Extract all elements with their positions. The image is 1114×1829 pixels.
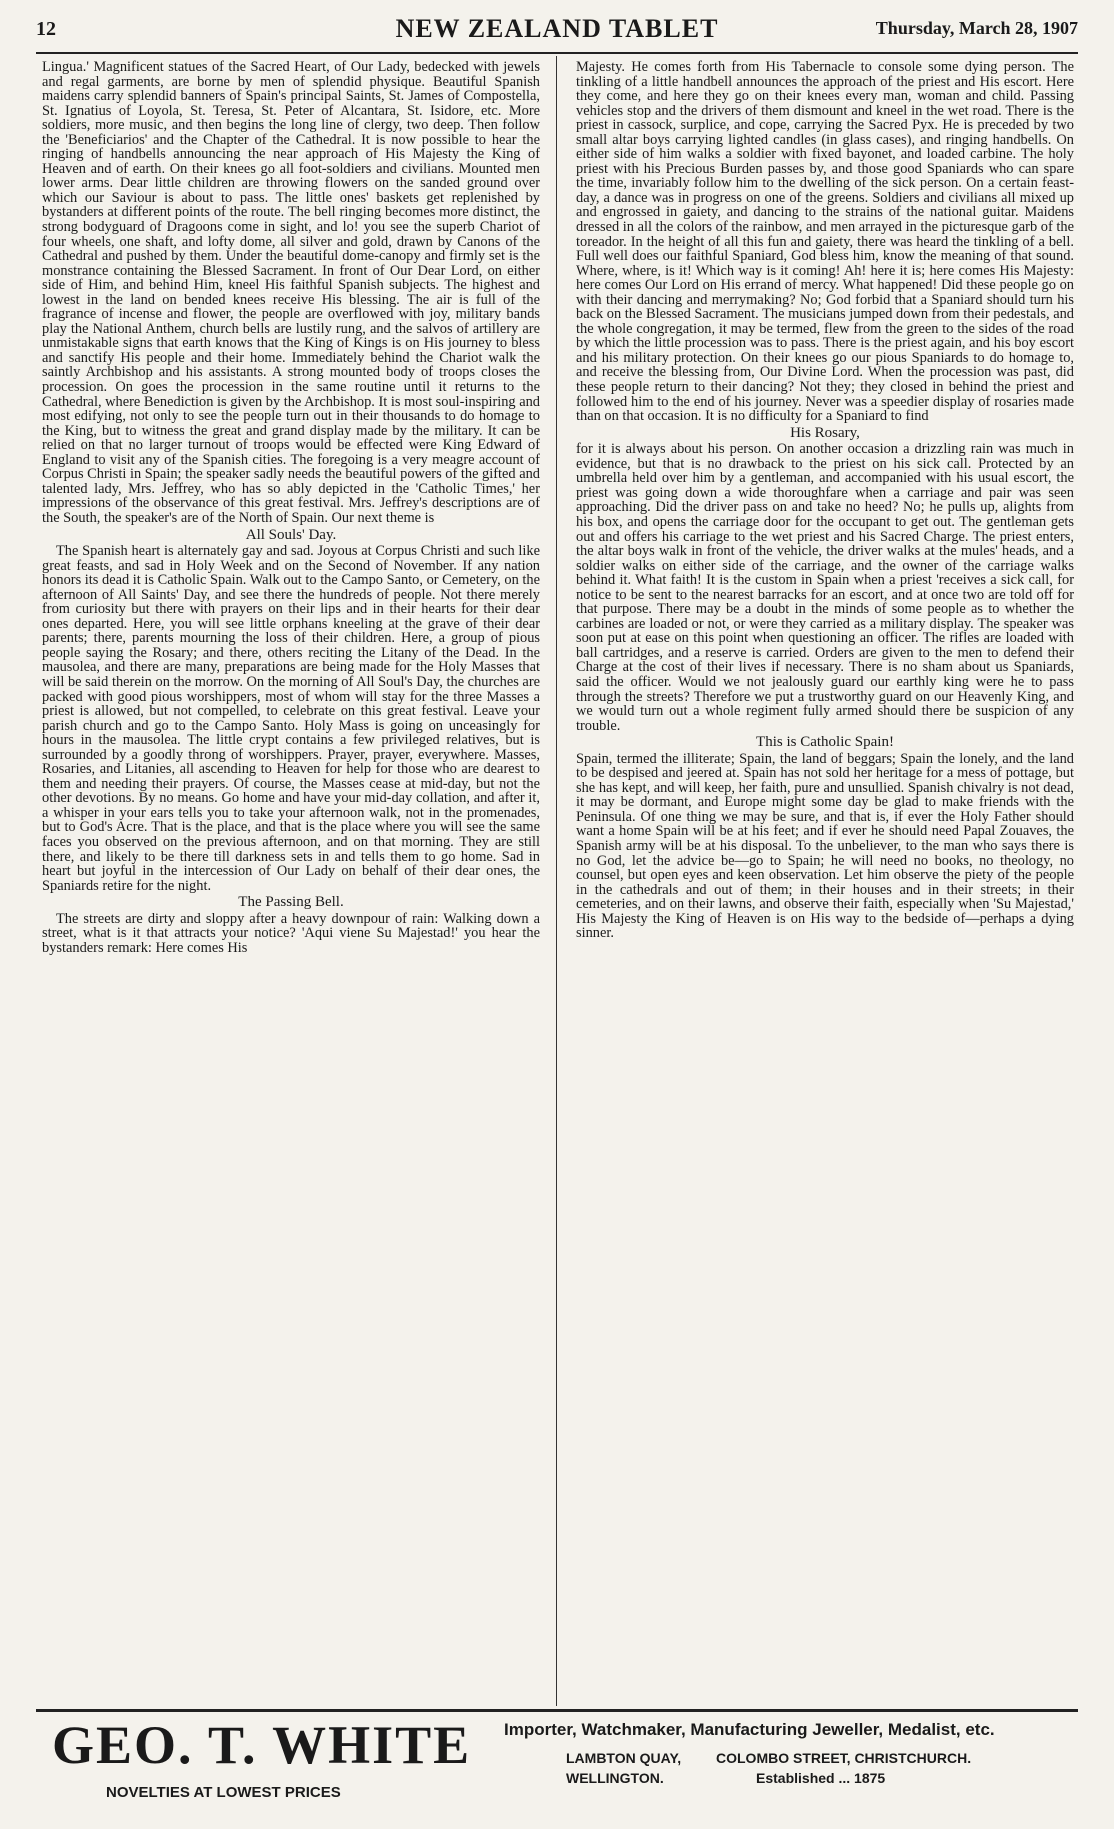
article-paragraph: The Spanish heart is alternately gay and sad. Joyous at Corpus Christi and such like great feasts, and sad in Holy Week and on the Second of November. If any nation honors its dead it is Catholic Spain. Walk out to the Campo Santo, or Cemetery, on the afternoon of All Saints' Day, and see there the hundreds of people. Not there merely from curiosity but there with prayers on their lips and in their hearts for their dear ones departed. Here, you will see little orphans kneeling at the grave of their dear parents; there, parents mourning the loss of their children. Here, a group of pious people saying the Rosary; and there, others reciting the Litany of the Dead. In the mausolea, and there are many, preparations are being made for the Holy Masses that will be said therein on the morrow. On the morning of All Soul's Day, the churches are packed with good pious worshippers, most of whom will stay for the three Masses a priest is allowed, but not compelled, to celebrate on this great festival. Leave your parish church and go to the Campo Santo. Holy Mass is going on unceasingly for hours in the mausolea. The little crypt contains a few privileged relatives, but is surrounded by a goodly throng of worshippers. Prayer, prayer, everywhere. Masses, Rosaries, and Litanies, all ascending to Heaven for help for those who are dearest to them and needing their prayers. Of course, the Masses cease at mid-day, but not the other devotions. By no means. Go home and have your mid-day collation, and after it, a whisper in your ears tells you to take your afternoon walk, not in the promenades, but to God's Acre. That is the place, and that is the place where you will see the same faces you observed on the previous afternoon, and on that morning. They are still there, and likely to be there till darkness sets in and tells them to go home. Sad in heart but joyful in the intercession of Our Lady on behalf of their dear ones, the Spaniards retire for the night. [42, 543, 540, 894]
address-lambton: LAMBTON QUAY, [566, 1750, 682, 1766]
advert-rule [36, 1709, 1078, 1712]
article-paragraph: Majesty. He comes forth from His Tabernacle to console some dying person. The tinkling of a little handbell announces the approach of the priest and His escort. Here they come, and here they go on their knees every man, woman and child. Passing vehicles stop and the drivers of them dismount and kneel in the wet road. There is the priest in cassock, surplice, and cope, carrying the Sacred Pyx. He is preceded by two small altar boys carrying lighted candles (in glass cases), and ringing handbells. On either side of him walks a soldier with fixed bayonet, and loaded carbine. The holy priest with his Precious Burden passes by, and those good Spaniards who can spare the time, invariably follow him to the dwelling of the sick person. On a certain feast-day, a dance was in progress on one of the greens. Soldiers and civilians all mixed up and engrossed in gaiety, and dancing to the strains of the national guitar. Maidens dressed in all the colors of the rainbow, and men arrayed in the picturesque garb of the toreador. In the height of all this fun and gaiety, there was heard the tinkling of a bell. Full well does our faithful Spaniard, God bless him, know the meaning of that sound. Where, where, is it! Which way is it coming! Ah! here it is; here comes His Majesty: here comes Our Lord on His errand of mercy. What happened! Did these people go on with their dancing and merrymaking? No; God forbid that a Spaniard should turn his back on the Blessed Sacrament. The musicians jumped down from their pedestals, and the whole congregation, it may be termed, flew from the green to the sides of the road by which the little procession was to pass. There is the priest again, and his boy escort and his military protection. On their knees go our pious Spaniards to do homage to, and receive the blessing from, Our Divine Lord. When the procession was past, did these people return to their dancing? Not they; they closed in behind the priest and followed him to the end of his journey. Never was a speedier display of rosaries made than on that occasion. It is no difficulty for a Spaniard to find [576, 60, 1074, 425]
right-column [576, 60, 1074, 1706]
page-header [36, 14, 1078, 48]
advertiser-address-line [566, 1750, 972, 1766]
section-heading: The Passing Bell. [238, 894, 344, 911]
article-paragraph: for it is always about his person. On another occasion a drizzling rain was much in evidence, but that is no drawback to the priest on his sick call. Protected by an umbrella held over him by a gentleman, and accompanied with his usual escort, the priest was going down a wide thoroughfare when a carriage and pair was seen approaching. Did the driver pass on and take no heed? No; he pulls up, alights from his box, and opens the carriage door for the occupant to get out. The gentleman gets out and offers his carriage to the wet priest and his Sacred Charge. The priest enters, the altar boys walk in front of the vehicle, the driver walks at the mules' heads, and a soldier walks on either side of the carriage, and the owner of the carriage walks behind it. What faith! It is the custom in Spain when a priest 'receives a sick call, for notice to be sent to the nearest barracks for an escort, and at once two are told off for that purpose. There may be a doubt in the minds of some people as to whether the carbines are loaded or not, or were they carried as a military display. The speaker was soon put at ease on this point when questioning an officer. The rifles are loaded with ball cartridges, and a reserve is carried. Orders are given to the men to defend their Charge at the cost of their lives if necessary. There is no sham about us Spaniards, said the officer. Would we not jealously guard our earthly king were he to pass through the streets? Therefore we put a trustworthy guard on our Heavenly King, and we would turn out a whole regiment fully armed should there be suspicion of any trouble. [576, 441, 1074, 734]
issue-date: Thursday, March 28, 1907 [875, 18, 1078, 38]
section-heading: His Rosary, [790, 424, 860, 441]
section-heading: All Souls' Day. [245, 526, 337, 543]
address-city: WELLINGTON. [566, 1770, 664, 1786]
column-divider [556, 56, 557, 1706]
section-heading: This is Catholic Spain! [756, 734, 894, 751]
masthead-title: NEW ZEALAND TABLET [395, 14, 719, 43]
article-paragraph: The streets are dirty and sloppy after a heavy downpour of rain: Walking down a street, what is it that attracts your notice? 'Aqui viene Su Majestad!' you hear the bystanders remark: Here comes His [42, 910, 540, 956]
left-column [42, 60, 540, 1706]
address-colombo: COLOMBO STREET, CHRISTCHURCH. [716, 1750, 972, 1766]
page-number: 12 [36, 18, 56, 40]
advertiser-name: GEO. T. WHITE [52, 1715, 472, 1775]
article-paragraph: Spain, termed the illiterate; Spain, the land of beggars; Spain the lonely, and the land to be despised and jeered at. Spain has not sold her heritage for a mess of pottage, but she has kept, and will keep, her faith, pure and unsullied. Spanish chivalry is not dead, it may be dormant, and Europe might some day be glad to make friends with the Peninsula. Of one thing we may be sure, and that is, if ever the Holy Father should want a home Spain will be at his feet; and if ever he should need Papal Zouaves, the Spanish army will be at his disposal. To the unbeliever, to the man who says there is no God, let the advice be—go to Spain; he will need no books, no theology, no counsel, but open eyes and keen observation. Let him observe the piety of the people in the cathedrals and out of them; in their houses and in their streets; in their cemeteries, and on their lawns, and observe their faith, especially when 'Su Majestad,' His Majesty the King of Heaven is on His way to the bedside of—perhaps a dying sinner. [576, 750, 1074, 942]
article-paragraph: Lingua.' Magnificent statues of the Sacred Heart, of Our Lady, bedecked with jewels and regal garments, are borne by men of splendid physique. Beautiful Spanish maidens carry splendid banners of Spain's principal Saints, St. James of Compostella, St. Ignatius of Loyola, St. Teresa, St. Peter of Alcantara, St. Isidore, etc. More soldiers, more music, and then begins the long line of clergy, two deep. Then follow the 'Beneficiarios' and the Chapter of the Cathedral. It is now possible to hear the ringing of handbells announcing the near approach of His Majesty the King of Heaven and of earth. On their knees go all foot-soldiers and civilians. Mounted men lower arms. Dear little children are throwing flowers on the sanded ground over which our Saviour is about to pass. The little ones' baskets get replenished by bystanders at different points of the route. The bell ringing becomes more distinct, the strong bodyguard of Dragoons come in sight, and lo! you see the superb Chariot of four wheels, one shaft, and lofty dome, all silver and gold, drawn by Canons of the Cathedral and pushed by them. Under the beautiful dome-canopy and firmly set is the monstrance containing the Blessed Sacrament. In front of Our Dear Lord, on either side of Him, and behind Him, kneel His faithful Spanish subjects. The highest and lowest in the land on bended knees receive His blessing. The air is full of the fragrance of incense and flower, the people are overflowed with joy, military bands play the National Anthem, church bells are lustily rung, and the salvos of artillery are unmistakable signs that earth knows that the King of Kings is on His journey to bless and sanctify His people and their home. Immediately behind the Chariot walk the saintly Archbishop and his assistants. A strong mounted body of troops closes the procession. On goes the procession in the same routine until it returns to the Cathedral, where Benediction is given by the Archbishop. It is most soul-inspiring and most edifying, not only to see the people turn out in their thousands to do homage to the King, but to witness the great and grand display made by the military. It can be relied on that no larger turnout of troops would be effected were King Edward of England to visit any of the Spanish cities. The foregoing is a very meagre account of Corpus Christi in Spain; the speaker sadly needs the beautiful powers of the gifted and talented lady, Mrs. Jeffrey, who has so ably depicted in the 'Catholic Times,' her impressions of the observance of this great festival. Mrs. Jeffrey's descriptions are of the South, the speaker's are of the North of Spain. Our next theme is [42, 60, 540, 526]
advertisement [36, 1714, 1078, 1814]
established-year: Established ... 1875 [756, 1770, 886, 1786]
advertiser-address-line [566, 1770, 886, 1786]
advertiser-slogan: NOVELTIES AT LOWEST PRICES [106, 1784, 341, 1801]
header-rule [36, 52, 1078, 54]
advertiser-trade: Importer, Watchmaker, Manufacturing Jeweller, Medalist, etc. [504, 1720, 995, 1739]
